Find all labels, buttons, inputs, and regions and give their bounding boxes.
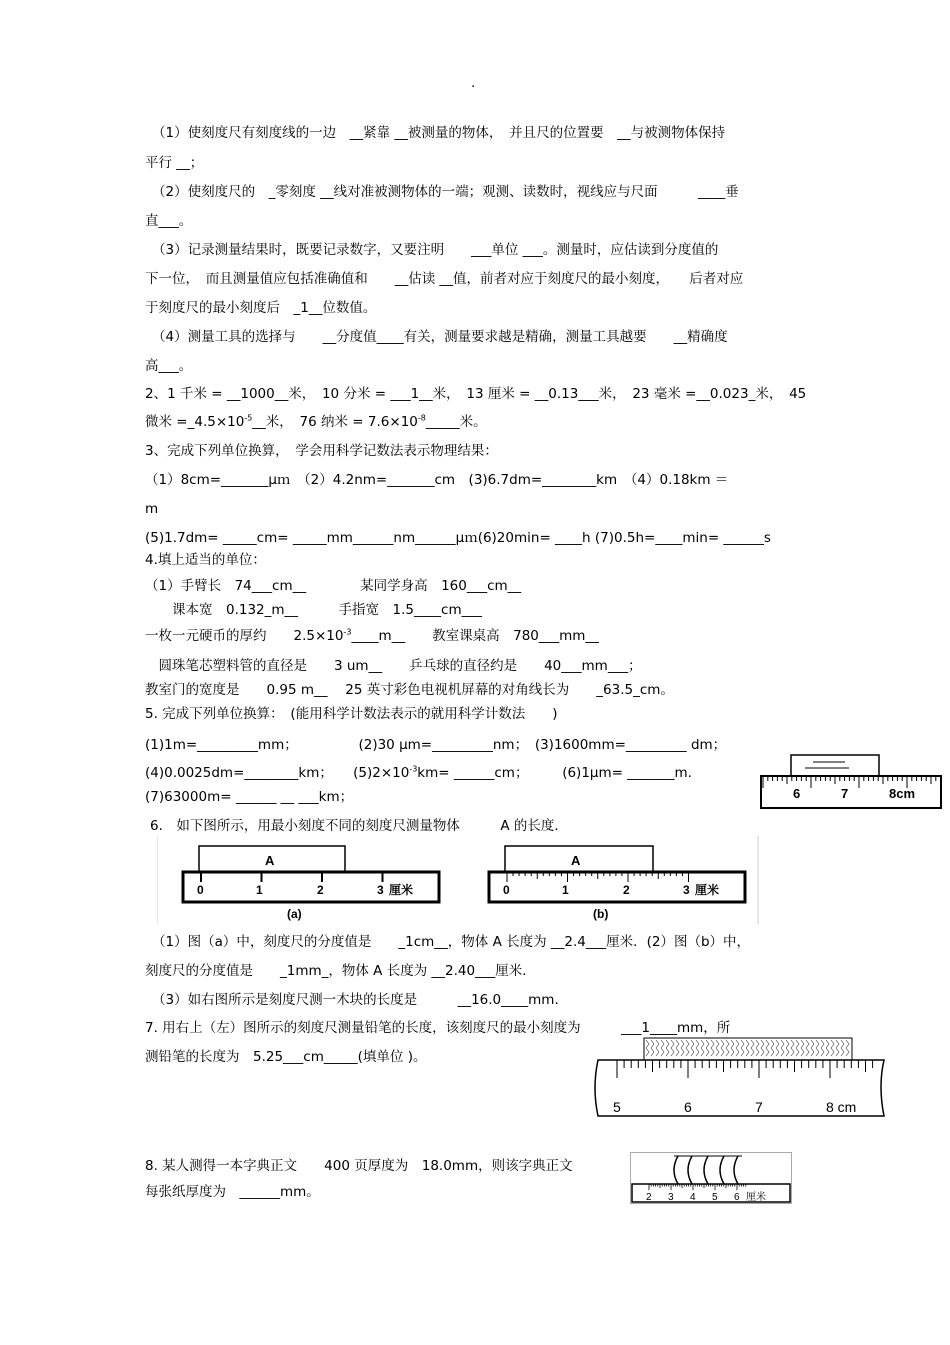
text-line: 2、1 千米 = __1000__米， 10 分米 = ___1__米， 13 厘米 = __0.13___米， 23 毫米 =__0.023_米， 45 bbox=[145, 386, 807, 402]
text-line: (7)63000m= ______ __ ___km； bbox=[145, 789, 354, 805]
text-part: __米， 76 纳米 = 7.6×10 bbox=[252, 414, 418, 430]
text-line: 4.填上适当的单位： bbox=[145, 552, 266, 568]
exponent: -5 bbox=[244, 413, 253, 423]
exponent: -3 bbox=[343, 627, 352, 637]
text-line: （3）如右图所示是刻度尺测一木块的长度是 __16.0____mm. bbox=[152, 992, 559, 1008]
text-line: 刻度尺的分度值是 _1mm_，物体 A 长度为 __2.40___厘米． bbox=[145, 963, 536, 979]
ruler-figure-pencil bbox=[588, 1036, 888, 1122]
text-line: m bbox=[145, 501, 159, 517]
text-part: 一枚一元硬币的厚约 2.5×10 bbox=[145, 628, 344, 644]
ruler-figure-right bbox=[757, 752, 945, 814]
text-line: 教室门的宽度是 0.95 m__ 25 英寸彩色电视机屏幕的对角线长为 _63.5_cm。 bbox=[145, 682, 674, 698]
ruler-label: 2 bbox=[623, 883, 630, 897]
text-line bbox=[145, 413, 487, 431]
ruler-unit: 厘米 bbox=[746, 1192, 766, 1203]
ruler-label: 4 bbox=[690, 1192, 696, 1203]
ruler-label: 7 bbox=[841, 786, 849, 801]
text-line: 测铅笔的长度为 5.25___cm_____(填单位 )。 bbox=[145, 1049, 427, 1065]
ruler-label: 6 bbox=[793, 786, 801, 801]
text-line: (5)1.7dm= _____cm= _____mm______nm______μｍ(6)20min= ____h (7)0.5h=____min= ______s bbox=[145, 530, 771, 546]
text-part: ____m__ 教室课桌高 780___mm__ bbox=[351, 628, 599, 644]
ruler-label: 1 bbox=[562, 883, 569, 897]
text-line: 于刻度尺的最小刻度后 _1__位数值。 bbox=[145, 300, 377, 316]
ruler-label: 8cm bbox=[889, 786, 916, 801]
ruler-label: 5 bbox=[712, 1192, 718, 1203]
exponent: -3 bbox=[409, 764, 418, 774]
text-line: (1)1m=_________mm； (2)30 μm=_________nm； (3)1600mm=_________ dm； bbox=[145, 737, 727, 753]
ruler-label: 6 bbox=[734, 1192, 740, 1203]
text-line: 下一位， 而且测量值应包括准确值和 __估读 __值，前者对应于刻度尺的最小刻度， 后者对应 bbox=[145, 271, 744, 287]
text-part: km= ______cm； (6)1μm= _______m. bbox=[417, 765, 692, 781]
ruler-label: 8 cm bbox=[826, 1099, 857, 1115]
exponent: -8 bbox=[417, 413, 426, 423]
text-line: （1）使刻度尺有刻度线的一边 __紧靠 __被测量的物体， 并且尺的位置要 __与被测物体保持 bbox=[152, 125, 726, 141]
ruler-unit: 厘米 bbox=[389, 883, 414, 897]
wood-block bbox=[791, 755, 879, 776]
ruler-label: 3 bbox=[683, 883, 690, 897]
text-line: （3）记录测量结果时，既要记录数字，又要注明 ___单位 ___。测量时，应估读到分度值的 bbox=[152, 242, 719, 258]
object-label: A bbox=[265, 853, 275, 868]
ruler-figure-dict bbox=[630, 1152, 792, 1204]
ruler-body bbox=[632, 1184, 790, 1202]
pencil bbox=[644, 1038, 852, 1060]
text-line: 6. 如下图所示，用最小刻度不同的刻度尺测量物体 A 的长度． bbox=[150, 818, 568, 834]
text-part: 微米 =_4.5×10 bbox=[145, 414, 245, 430]
text-part: (4)0.0025dm=________km； (5)2×10 bbox=[145, 765, 410, 781]
text-line: 8. 某人测得一本字典正文 400 页厚度为 18.0mm，则该字典正文 bbox=[145, 1158, 573, 1174]
text-line: （2）使刻度尺的 _零刻度 __线对准被测物体的一端；观测、读数时，视线应与尺面 ____垂 bbox=[152, 184, 739, 200]
text-line: 圆珠笔芯塑料管的直径是 3 um__ 乒乓球的直径约是 40___mm___； bbox=[145, 658, 642, 674]
text-line: （1）8cm=_______μｍ （2）4.2nm=_______cm (3)6.7dm=________km （4）0.18km ＝ bbox=[145, 472, 729, 488]
text-line: 每张纸厚度为 ______mm。 bbox=[145, 1184, 320, 1200]
text-line: 平行 __； bbox=[145, 155, 204, 171]
ruler-label: 5 bbox=[613, 1099, 621, 1115]
ruler-label: 2 bbox=[317, 883, 324, 897]
ruler-label: 3 bbox=[668, 1192, 674, 1203]
ruler-label: 6 bbox=[684, 1099, 692, 1115]
text-line: （4）测量工具的选择与 __分度值____有关，测量要求越是精确，测量工具越要 __精确度 bbox=[152, 329, 728, 345]
text-line: 高___。 bbox=[145, 358, 193, 374]
ruler-label: 2 bbox=[646, 1192, 652, 1203]
text-line: 7. 用右上（左）图所示的刻度尺测量铅笔的长度，该刻度尺的最小刻度为 ___1____mm，所 bbox=[145, 1020, 731, 1036]
text-part: _____米。 bbox=[425, 414, 487, 430]
ruler-label: 1 bbox=[256, 883, 263, 897]
ruler-label: 3 bbox=[377, 883, 384, 897]
text-line: 3、完成下列单位换算， 学会用科学记数法表示物理结果： bbox=[145, 443, 498, 459]
text-line: （1）手臂长 74___cm__ 某同学身高 160___cm__ bbox=[145, 578, 522, 594]
object-label: A bbox=[571, 853, 581, 868]
header-dot: . bbox=[471, 75, 476, 91]
text-line: （1）图（a）中，刻度尺的分度值是 _1cm__，物体 A 长度为 __2.4___厘米．(2）图（b）中， bbox=[152, 934, 751, 950]
ruler-label: 7 bbox=[755, 1099, 763, 1115]
ruler-figure-ab bbox=[157, 836, 759, 924]
figure-caption: (b) bbox=[593, 907, 609, 921]
text-line: 直___。 bbox=[145, 213, 193, 229]
text-line bbox=[145, 627, 599, 645]
ruler-label: 0 bbox=[503, 883, 510, 897]
text-line bbox=[145, 764, 692, 782]
text-line: 课本宽 0.132_m__ 手指宽 1.5____cm___ bbox=[145, 602, 482, 618]
figure-caption: (a) bbox=[287, 907, 302, 921]
ruler-unit: 厘米 bbox=[695, 883, 720, 897]
text-line: 5. 完成下列单位换算： (能用科学计数法表示的就用科学计数法 ) bbox=[145, 706, 558, 722]
ruler-label: 0 bbox=[197, 883, 204, 897]
